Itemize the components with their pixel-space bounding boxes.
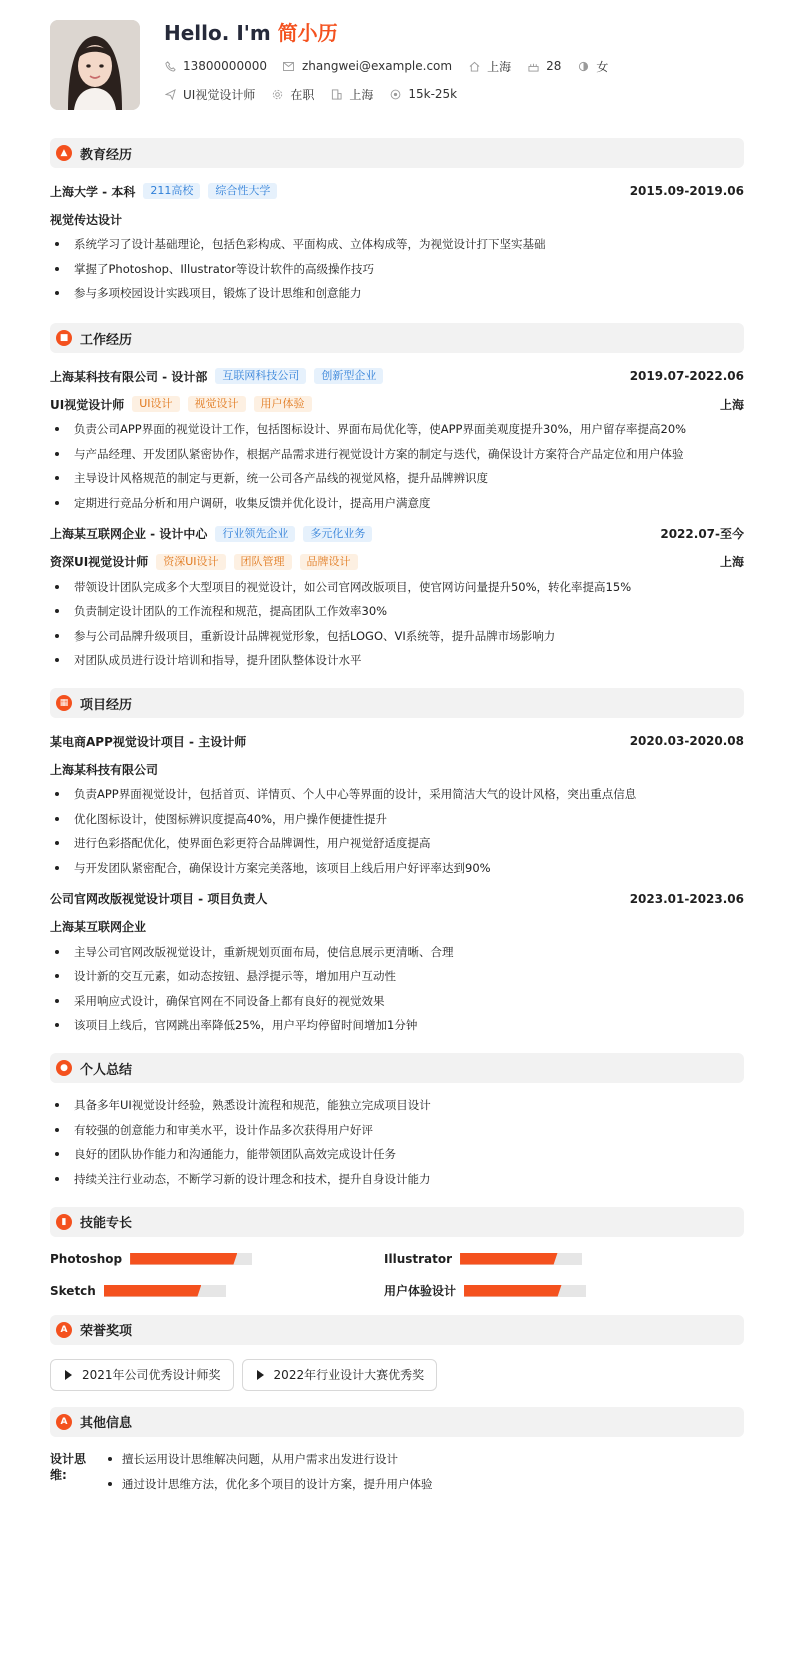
award-text: 2022年行业设计大赛优秀奖: [273, 1368, 425, 1382]
position-text: UI视觉设计师: [183, 87, 256, 102]
grid-icon: ▦: [56, 695, 72, 711]
section-title: 教育经历: [80, 147, 133, 163]
project-row: [50, 890, 744, 908]
project-row: [50, 732, 744, 750]
summary-section: [50, 1053, 744, 1187]
job-entry: [50, 367, 744, 511]
company-name: 上海某科技有限公司 - 设计部: [50, 369, 208, 384]
play-icon: [257, 1370, 264, 1380]
school-name: 上海大学 - 本科: [50, 184, 136, 199]
status-item: [271, 86, 314, 103]
education-date: 2015.09-2019.06: [629, 184, 744, 198]
awards-section: [50, 1315, 744, 1391]
mail-icon: [283, 60, 295, 72]
award-icon: A: [56, 1322, 72, 1338]
award-text: 2021年公司优秀设计师奖: [82, 1368, 221, 1382]
section-title: 工作经历: [80, 332, 133, 348]
summary-section-header: [50, 1053, 744, 1083]
project-date: 2023.01-2023.06: [629, 891, 744, 906]
resume-header: [50, 20, 744, 112]
project-company: 上海某互联网企业: [50, 920, 147, 934]
send-icon: [164, 88, 176, 100]
list-item: 定期进行竞品分析和用户调研，收集反馈并优化设计，提高用户满意度: [50, 495, 744, 511]
list-item: 良好的团队协作能力和沟通能力，能带领团队高效完成设计任务: [50, 1146, 744, 1162]
company-tag: 行业领先企业: [215, 526, 295, 542]
project-company-row: [50, 760, 744, 778]
skill-bar-fill: [464, 1285, 562, 1297]
project-bullets: [50, 944, 744, 1034]
skill-bar: [460, 1253, 582, 1265]
list-item: 进行色彩搭配优化，使界面色彩更符合品牌调性，用户视觉舒适度提高: [50, 835, 744, 851]
job-bullets: [50, 421, 744, 511]
avatar-photo: [50, 20, 140, 110]
skill-name: 用户体验设计: [384, 1284, 457, 1298]
job-bullets: [50, 579, 744, 669]
company-tag: 互联网科技公司: [215, 368, 306, 384]
award-item: [242, 1359, 438, 1391]
company-row: [50, 525, 744, 543]
target-city-text: 上海: [349, 87, 374, 102]
coin-icon: [389, 88, 401, 100]
phone-text: 13800000000: [183, 59, 267, 73]
project-name: 公司官网改版视觉设计项目 - 项目负责人: [50, 892, 268, 906]
greeting-title: [164, 20, 624, 46]
role-name: 资深UI视觉设计师: [50, 555, 149, 569]
section-title: 其他信息: [80, 1416, 133, 1431]
education-section-header: [50, 138, 744, 168]
list-item: 掌握了Photoshop、Illustrator等设计软件的高级操作技巧: [50, 261, 744, 277]
job-entry: [50, 525, 744, 669]
role-tag: 资深UI设计: [156, 554, 225, 570]
list-item: 有较强的创意能力和审美水平，设计作品多次获得用户好评: [50, 1122, 744, 1138]
list-item: 负责APP界面视觉设计，包括首页、详情页、个人中心等界面的设计，采用简洁大气的设计风格，突出重点信息: [50, 786, 744, 802]
project-company-row: [50, 918, 744, 936]
age-text: 28: [546, 59, 562, 73]
list-item: 主导设计风格规范的制定与更新，统一公司各产品线的视觉风格，提升品牌辨识度: [50, 470, 744, 486]
email-item: [283, 59, 452, 73]
list-item: 该项目上线后，官网跳出率降低25%，用户平均停留时间增加1分钟: [50, 1017, 744, 1033]
chart-bar-icon: ▮: [56, 1214, 72, 1230]
role-tag: 团队管理: [234, 554, 292, 570]
candidate-name: 简小历: [277, 21, 338, 45]
list-item: 参与公司品牌升级项目，重新设计品牌视觉形象，包括LOGO、VI系统等，提升品牌市场影响力: [50, 628, 744, 644]
work-section: [50, 323, 744, 668]
project-bullets: [50, 786, 744, 876]
education-section: [50, 138, 744, 301]
project-entry: [50, 732, 744, 876]
role-tag: 品牌设计: [300, 554, 358, 570]
list-item: 对团队成员进行设计培训和指导，提升团队整体设计水平: [50, 652, 744, 668]
projects-section-header: [50, 688, 744, 718]
skill-bar: [104, 1285, 226, 1297]
gender-item: [577, 58, 608, 75]
user-icon: ●: [56, 1060, 72, 1076]
company-tag: 多元化业务: [303, 526, 372, 542]
list-item: 主导公司官网改版视觉设计，重新规划页面布局，使信息展示更清晰、合理: [50, 944, 744, 960]
city-text: 上海: [487, 59, 512, 74]
award-item: [50, 1359, 234, 1391]
section-title: 项目经历: [80, 697, 133, 713]
job-date: 2019.07-2022.06: [629, 369, 744, 383]
skill-bar: [130, 1253, 252, 1265]
work-section-header: [50, 323, 744, 353]
gear-icon: [271, 88, 283, 100]
portrait-icon: [50, 20, 140, 110]
section-title: 技能专长: [80, 1216, 133, 1231]
other-section: [50, 1407, 744, 1501]
list-item: 擅长运用设计思维解决问题，从用户需求出发进行设计: [102, 1451, 433, 1467]
email-text: zhangwei@example.com: [301, 59, 453, 73]
list-item: 采用响应式设计，确保官网在不同设备上都有良好的视觉效果: [50, 993, 744, 1009]
school-tag: 211高校: [143, 183, 200, 199]
skill-item: [384, 1283, 714, 1299]
skill-item: [384, 1251, 714, 1267]
job-date: 2022.07-至今: [660, 527, 744, 541]
graduation-cap-icon: ▲: [56, 145, 72, 161]
skill-item: [50, 1251, 384, 1267]
major-row: [50, 210, 744, 228]
list-item: 通过设计思维方法，优化多个项目的设计方案，提升用户体验: [102, 1476, 433, 1492]
list-item: 参与多项校园设计实践项目，锻炼了设计思维和创意能力: [50, 285, 744, 301]
role-tag: UI设计: [132, 396, 179, 412]
project-entry: [50, 890, 744, 1034]
role-tag: 视觉设计: [188, 396, 246, 412]
status-text: 在职: [290, 87, 315, 102]
skills-section: [50, 1207, 744, 1299]
building-icon: [330, 88, 342, 100]
other-section-header: [50, 1407, 744, 1437]
list-item: 负责制定设计团队的工作流程和规范，提高团队工作效率30%: [50, 603, 744, 619]
major-name: 视觉传达设计: [50, 212, 123, 227]
role-row: [50, 395, 744, 413]
skill-bar: [464, 1285, 586, 1297]
gender-icon: [577, 60, 589, 72]
job-location: 上海: [719, 555, 744, 569]
section-title: 个人总结: [80, 1062, 133, 1078]
other-label: 设计思维:: [50, 1451, 87, 1482]
gender-text: 女: [596, 59, 609, 74]
list-item: 设计新的交互元素，如动态按钮、悬浮提示等，增加用户互动性: [50, 968, 744, 984]
list-item: 负责公司APP界面的视觉设计工作，包括图标设计、界面布局优化等，使APP界面美观度提升30%，用户留存率提高20%: [50, 421, 744, 437]
age-item: [527, 59, 561, 73]
company-name: 上海某互联网企业 - 设计中心: [50, 527, 208, 541]
skill-bar-fill: [130, 1253, 237, 1265]
job-location: 上海: [719, 397, 744, 412]
salary-text: 15k-25k: [408, 87, 458, 101]
info-icon: A: [56, 1414, 72, 1430]
skill-bar-fill: [460, 1253, 558, 1265]
company-row: [50, 367, 744, 385]
other-bullets: [102, 1451, 433, 1501]
phone-item: [164, 59, 267, 73]
salary-item: [389, 87, 457, 101]
other-info: [50, 1451, 744, 1501]
skill-name: Photoshop: [50, 1251, 123, 1266]
list-item: 带领设计团队完成多个大型项目的视觉设计，如公司官网改版项目，使官网访问量提升50%，转化率提高15%: [50, 579, 744, 595]
skill-name: Illustrator: [384, 1251, 453, 1266]
header-info: [164, 20, 624, 112]
greeting-text: Hello. I'm: [164, 21, 278, 45]
list-item: 与产品经理、开发团队紧密协作，根据产品需求进行视觉设计方案的制定与迭代，确保设计方案符合产品定位和用户体验: [50, 446, 744, 462]
contact-row: [164, 58, 624, 74]
project-name: 某电商APP视觉设计项目 - 主设计师: [50, 734, 247, 749]
cake-icon: [527, 60, 539, 72]
city-item: [468, 58, 511, 75]
list-item: 持续关注行业动态，不断学习新的设计理念和技术，提升自身设计能力: [50, 1171, 744, 1187]
company-tag: 创新型企业: [314, 368, 383, 384]
school-tag: 综合性大学: [208, 183, 277, 199]
project-company: 上海某科技有限公司: [50, 762, 159, 777]
awards-list: [50, 1359, 744, 1391]
role-tag: 用户体验: [254, 396, 312, 412]
skill-item: [50, 1283, 384, 1299]
skills-section-header: [50, 1207, 744, 1237]
skill-bar-fill: [104, 1285, 202, 1297]
project-date: 2020.03-2020.08: [629, 734, 744, 748]
role-name: UI视觉设计师: [50, 397, 125, 412]
list-item: 系统学习了设计基础理论，包括色彩构成、平面构成、立体构成等，为视觉设计打下坚实基础: [50, 236, 744, 252]
skills-grid: [50, 1251, 744, 1299]
skill-name: Sketch: [50, 1283, 96, 1298]
list-item: 优化图标设计，使图标辨识度提高40%，用户操作便捷性提升: [50, 811, 744, 827]
projects-section: [50, 688, 744, 1033]
summary-bullets: [50, 1097, 744, 1187]
job-intent-row: [164, 86, 624, 102]
role-row: [50, 553, 744, 571]
position-item: [164, 86, 255, 103]
awards-section-header: [50, 1315, 744, 1345]
home-icon: [468, 60, 480, 72]
target-city-item: [330, 86, 373, 103]
phone-icon: [164, 60, 176, 72]
education-bullets: [50, 236, 744, 301]
section-title: 荣誉奖项: [80, 1324, 133, 1339]
play-icon: [65, 1370, 72, 1380]
list-item: 具备多年UI视觉设计经验，熟悉设计流程和规范，能独立完成项目设计: [50, 1097, 744, 1113]
education-row: [50, 182, 744, 200]
list-item: 与开发团队紧密配合，确保设计方案完美落地，该项目上线后用户好评率达到90%: [50, 860, 744, 876]
briefcase-icon: ■: [56, 330, 72, 346]
